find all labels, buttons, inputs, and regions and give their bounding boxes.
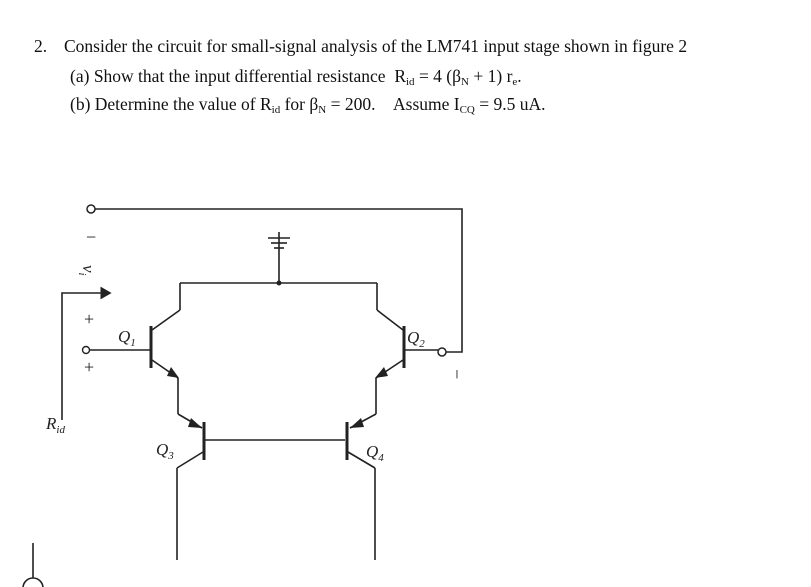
plus-sign-low: + [84,357,95,377]
plus-sign-mid: + [84,309,95,329]
minus-sign-top: − [86,227,97,247]
ground-symbol [268,232,290,286]
transistor-q2 [375,283,438,414]
part-a-formula: $R_{id} = 4$ $(\beta_N + 1)$ $r_e$. [394,66,522,88]
question-text: Consider the circuit for small-signal analysis of the LM741 input stage shown in figure 2 [64,36,688,56]
q4-label: $Q_4$ [366,442,384,464]
q1-label: $Q_1$ [118,327,136,349]
part-b-text: Determine the value of $R_{id}$ for $\beta_N = 200$. [94,94,376,116]
vi-label: $v_i$ [76,265,98,276]
part-b-assumption: Assume $I_{CQ} = 9.5$ uA. [393,94,546,116]
transistor-q3 [177,414,345,560]
part-a-label: (a) [70,66,90,86]
bottom-terminal [23,543,43,587]
top-input-wire [87,205,462,356]
question-number: 2. [34,36,48,56]
transistor-q4 [347,414,376,560]
part-b-label: (b) [70,94,91,114]
rid-label: $R_{id}$ [46,414,65,436]
part-a-text: Show that the input differential resistance [93,66,386,86]
q2-label: $Q_2$ [407,328,425,350]
q3-label: $Q_3$ [156,440,174,462]
minus-sign-right: − [447,369,467,380]
